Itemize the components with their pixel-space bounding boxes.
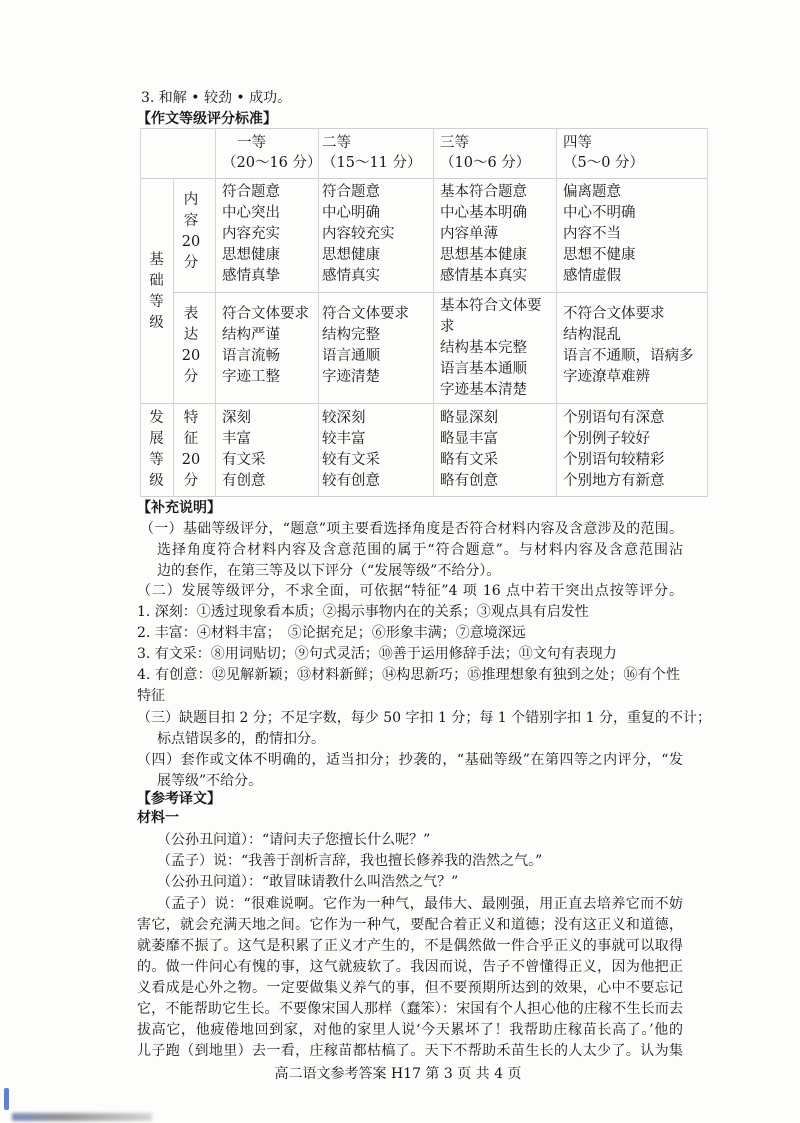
grade-range: （20～16 分） [222, 155, 322, 171]
supplement-item-1-cont: 边的套作，在第三等及以下评分（“发展等级”不给分）。 [157, 563, 501, 579]
grade-name: 四等 [563, 135, 592, 151]
translation-title: 【参考译文】 [137, 791, 221, 807]
supplement-item-4-cont: 展等级”不给分。 [157, 773, 263, 789]
features-cell-grade-3: 略显深刻 略显丰富 略有文采 略有创意 [440, 410, 498, 489]
table-border-bottom [140, 496, 708, 497]
material-1-title: 材料一 [137, 810, 179, 826]
content-label: 内 容 20 分 [181, 192, 201, 271]
features-cell-grade-1: 深刻 丰富 有文采 有创意 [222, 410, 266, 489]
table-col-divider [433, 128, 434, 497]
expression-cell-grade-1: 符合文体要求 结构严谨 语言流畅 字迹工整 [222, 306, 309, 385]
expression-cell-grade-3: 基本符合文体要求 结构基本完整 语言基本通顺 字迹基本清楚 [440, 298, 542, 398]
translation-line: 就萎靡不振了。这气是积累了正义才产生的，不是偶然做一件合乎正义的事就可以取得 [137, 938, 683, 954]
table-header-divider [140, 178, 708, 179]
content-cell-grade-1: 符合题意 中心突出 内容充实 思想健康 感情真挚 [222, 184, 280, 284]
grade-name: 一等 [237, 135, 266, 151]
scan-artifact [4, 1088, 9, 1110]
expression-cell-grade-4: 不符合文体要求 结构混乱 语言不通顺，语病多 字迹潦草难辨 [563, 306, 694, 385]
development-level-label: 发 展 等 级 [149, 410, 164, 489]
supplement-item-1-cont: 选择角度符合材料内容及含意范围的属于“符合题意”。与材料内容及含意范围沾 [157, 542, 683, 558]
translation-line: （孟子）说：“很难说啊。它作为一种气，最伟大、最刚强，用正直去培养它而不妨 [157, 896, 683, 912]
features-label: 特 征 20 分 [181, 410, 201, 489]
table-group-divider [140, 403, 708, 404]
table-col-divider [318, 128, 319, 497]
grade-range: （5～0 分） [563, 155, 645, 171]
grading-table [140, 128, 708, 497]
expression-label: 表 达 20 分 [181, 306, 201, 385]
translation-line: （公孙丑问道）：“请问夫子您擅长什么呢？” [157, 832, 431, 848]
grade-name: 二等 [322, 135, 351, 151]
supplement-item-4: （四）套作或文体不明确的，适当扣分；抄袭的，“基础等级”在第四等之内评分，“发 [137, 752, 683, 768]
table-border-right [707, 128, 708, 497]
features-cell-grade-2: 较深刻 较丰富 较有文采 较有创意 [322, 410, 380, 489]
grade-name: 三等 [440, 135, 469, 151]
feature-point-depth: 1. 深刻：①透过现象看本质；②揭示事物内在的关系；③观点具有启发性 [137, 604, 589, 620]
table-border-top [140, 128, 708, 129]
features-cell-grade-4: 个别语句有深意 个别例子较好 个别语句较精彩 个别地方有新意 [563, 410, 665, 489]
table-col-divider [215, 128, 216, 497]
basic-level-label: 基 础 等 级 [149, 252, 164, 331]
feature-point-literary-grace: 3. 有文采：⑧用词贴切；⑨句式灵活；⑩善于运用修辞手法；⑪文句有表现力 [137, 646, 617, 662]
feature-point-creativity: 4. 有创意：⑫见解新颖；⑬材料新鲜；⑭构思新巧；⑮推理想象有独到之处；⑯有个性 [137, 667, 680, 683]
scan-artifact [12, 1113, 152, 1121]
table-col-divider [556, 128, 557, 497]
translation-line: （公孙丑问道）：“敢冒昧请教什么叫浩然之气？” [157, 874, 459, 890]
supplement-title: 【补充说明】 [137, 500, 221, 516]
supplement-item-2: （二）发展等级评分，不求全面，可依据“特征”4 项 16 点中若干突出点按等评分。 [137, 583, 683, 599]
grading-standard-title: 【作文等级评分标准】 [137, 111, 277, 127]
grade-range: （10～6 分） [440, 155, 531, 171]
supplement-item-1: （一）基础等级评分，“题意”项主要看选择角度是否符合材料内容及含意涉及的范围。 [140, 521, 683, 537]
content-cell-grade-4: 偏离题意 中心不明确 内容不当 思想不健康 感情虚假 [563, 184, 636, 284]
grade-range: （15～11 分） [322, 155, 422, 171]
page-footer: 高二语文参考答案 H17 第 3 页 共 4 页 [274, 1066, 522, 1082]
table-col-divider [173, 178, 174, 497]
supplement-item-3-cont: 标点错误多的，酌情扣分。 [157, 731, 325, 747]
content-cell-grade-2: 符合题意 中心明确 内容较充实 思想健康 感情真实 [322, 184, 395, 284]
translation-line: 拔高它，他疲倦地回到家，对他的家里人说‘今天累坏了！我帮助庄稼苗长高了。’他的 [137, 1022, 683, 1038]
translation-line: 义看成是心外之物。一定要做集义养气的事，但不要预期所达到的效果，心中不要忘记 [137, 980, 683, 996]
answer-3-line: 3. 和解 • 较劲 • 成功。 [141, 90, 292, 106]
translation-line: 害它，就会充满天地之间。它作为一种气，要配合着正义和道德；没有这正义和道德， [137, 917, 683, 933]
feature-point-creativity-cont: 特征 [137, 688, 165, 704]
translation-line: 的。做一件问心有愧的事，这气就疲软了。我因而说，告子不曾懂得正义，因为他把正 [137, 959, 683, 975]
translation-line: 它，不能帮助它生长。不要像宋国人那样（蠢笨）：宋国有个人担心他的庄稼不生长而去 [137, 1001, 683, 1017]
content-cell-grade-3: 基本符合题意 中心基本明确 内容单薄 思想基本健康 感情基本真实 [440, 184, 527, 284]
table-row-divider [173, 292, 708, 293]
translation-line: 儿子跑（到地里）去一看，庄稼苗都枯槁了。天下不帮助禾苗生长的人太少了。认为集 [137, 1043, 683, 1059]
expression-cell-grade-2: 符合文体要求 结构完整 语言通顺 字迹清楚 [322, 306, 409, 385]
supplement-item-3: （三）缺题目扣 2 分；不足字数，每少 50 字扣 1 分；每 1 个错别字扣 1 分，重复的不计； [137, 710, 711, 726]
translation-line: （孟子）说：“我善于剖析言辞，我也擅长修养我的浩然之气。” [157, 853, 543, 869]
feature-point-richness: 2. 丰富：④材料丰富； ⑤论据充足；⑥形象丰满；⑦意境深远 [137, 625, 526, 641]
